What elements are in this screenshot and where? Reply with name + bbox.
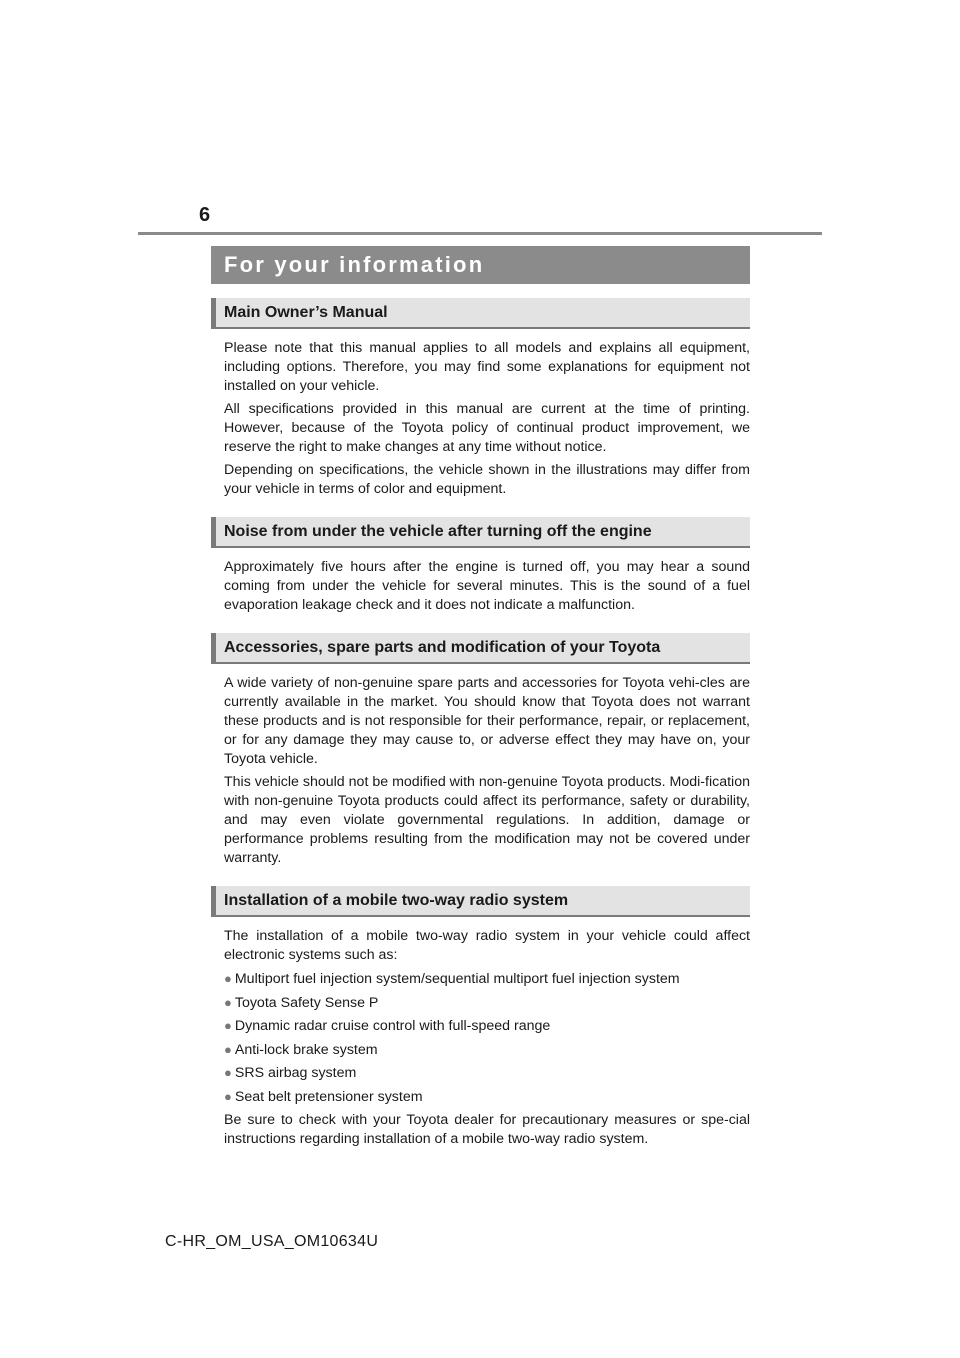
bullet-icon: ● bbox=[224, 1041, 232, 1057]
document-code: C-HR_OM_USA_OM10634U bbox=[165, 1233, 379, 1250]
paragraph: A wide variety of non-genuine spare parts and accessories for Toyota vehi-cles are currently available in the market. You should know that Toyota does not warrant these products and is not responsible for their performance, repair, or replacement, or for any damage they may cause to, or adverse effect they may have on, your Toyota vehicle. bbox=[224, 675, 750, 767]
bullet-item: ● Seat belt pretensioner system bbox=[224, 1088, 423, 1105]
paragraph: Be sure to check with your Toyota dealer for precautionary measures or spe-cial instructions regarding installation of a mobile two-way radio system. bbox=[224, 1111, 750, 1147]
bullet-icon: ● bbox=[224, 994, 232, 1010]
section-heading-noise: Noise from under the vehicle after turning off the engine bbox=[211, 517, 750, 548]
paragraph: Depending on specifications, the vehicle shown in the illustrations may differ from your vehicle in terms of color and equipment. bbox=[224, 462, 750, 497]
bullet-item: ● Anti-lock brake system bbox=[224, 1041, 378, 1058]
bullet-icon: ● bbox=[224, 1065, 232, 1081]
section-heading-main-manual: Main Owner’s Manual bbox=[211, 298, 750, 329]
paragraph: This vehicle should not be modified with non-genuine Toyota products. Modi-fication with non-genuine Toyota products could affect its performance, safety or durability, and may even violate governmental regulations. In addition, damage or performance problems resulting from the modification may not be covered under warranty. bbox=[224, 774, 750, 866]
paragraph: All specifications provided in this manual are current at the time of printing. However, because of the Toyota policy of continual product improvement, we reserve the right to make changes at any time without notice. bbox=[224, 401, 750, 455]
bullet-item: ● SRS airbag system bbox=[224, 1065, 357, 1082]
bullet-item: ● Toyota Safety Sense P bbox=[224, 994, 379, 1011]
bullet-icon: ● bbox=[224, 1018, 232, 1034]
header-rule bbox=[138, 232, 822, 235]
bullet-icon: ● bbox=[224, 1088, 232, 1104]
bullet-item: ● Multiport fuel injection system/sequential multiport fuel injection system bbox=[224, 971, 680, 987]
page-title: For your information bbox=[211, 246, 750, 284]
bullet-icon: ● bbox=[224, 971, 232, 986]
page-content bbox=[211, 298, 750, 1153]
paragraph: Approximately five hours after the engine is turned off, you may hear a sound coming from under the vehicle for several minutes. This is the sound of a fuel evaporation leakage check and it does not indicate a malfunction. bbox=[224, 559, 750, 613]
paragraph: The installation of a mobile two-way radio system in your vehicle could affect electronic systems such as: bbox=[224, 928, 750, 963]
bullet-item: ● Dynamic radar cruise control with full-speed range bbox=[224, 1018, 551, 1035]
page-number: 6 bbox=[199, 204, 211, 226]
section-heading-radio: Installation of a mobile two-way radio system bbox=[211, 886, 750, 917]
section-heading-accessories: Accessories, spare parts and modification of your Toyota bbox=[211, 633, 750, 664]
paragraph: Please note that this manual applies to all models and explains all equipment, including options. Therefore, you may find some explanations for equipment not installed on your vehicle. bbox=[224, 340, 750, 394]
